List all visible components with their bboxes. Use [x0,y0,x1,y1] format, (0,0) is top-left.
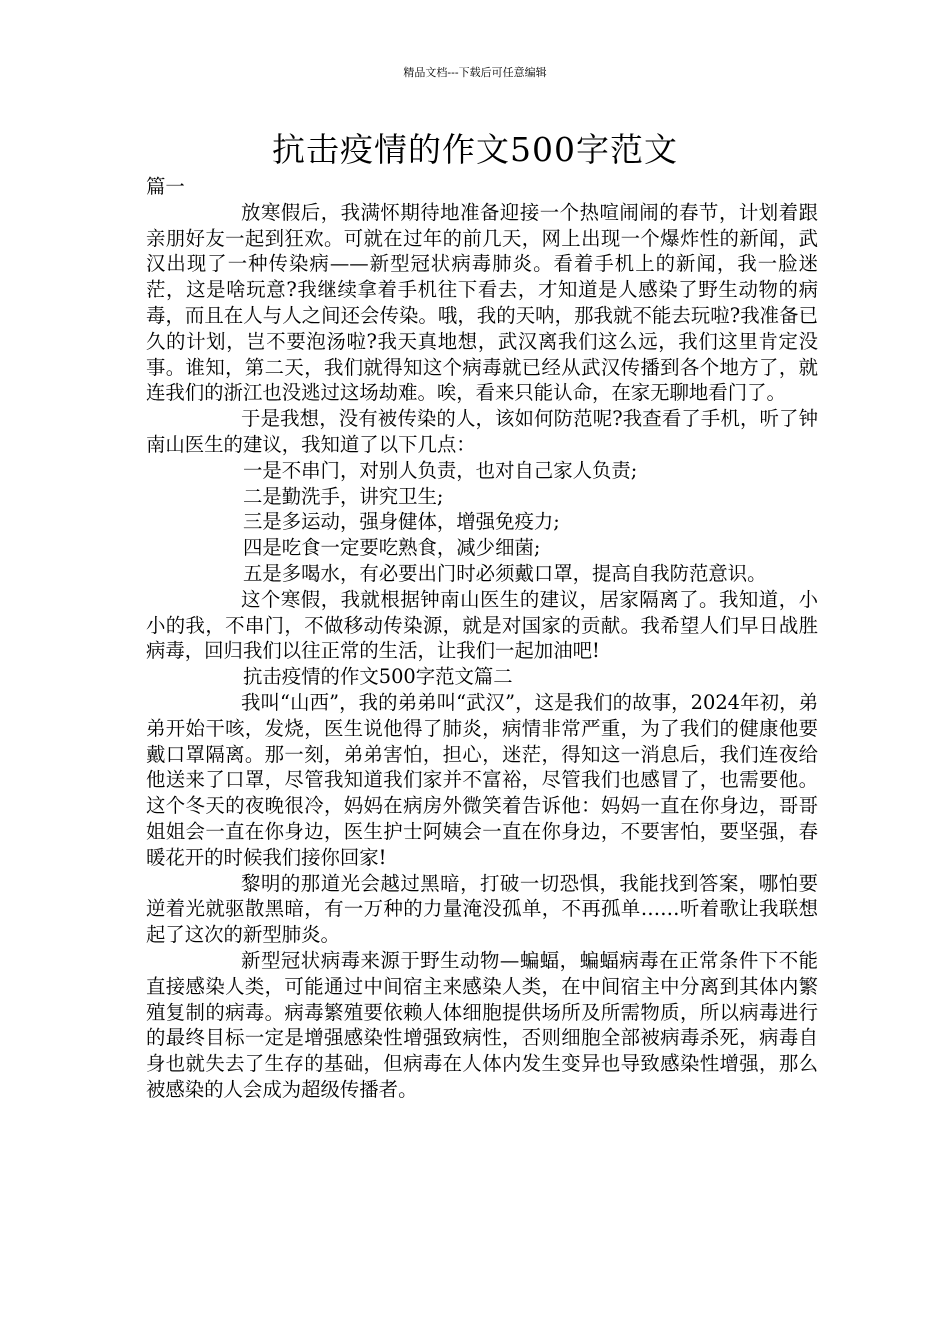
list-item: 四是吃食一定要吃熟食，减少细菌; [243,536,541,560]
page-header: 精品文档---下载后可任意编辑 [403,66,547,79]
paragraph: 这个寒假，我就根据钟南山医生的建议，居家隔离了。我知道，小小的我，不串门，不做移动传染源，就是对国家的贡献。我希望人们早日战胜病毒，回归我们以往正常的生活，让我们一起加油吧! [146,587,818,663]
paragraph: 于是我想，没有被传染的人，该如何防范呢?我查看了手机，听了钟南山医生的建议，我知道了以下几点： [146,407,818,456]
document-body [146,174,818,1103]
paragraph: 放寒假后，我满怀期待地准备迎接一个热喧闹闹的春节，计划着跟亲朋好友一起到狂欢。可就在过年的前几天，网上出现一个爆炸性的新闻，武汉出现了一种传染病——新型冠状病毒肺炎。看着手机上的新闻，我一脸迷茫，这是啥玩意?我继续拿着手机往下看去，才知道是人感染了野生动物的病毒，而且在人与人之间还会传染。哦，我的天呐，那我就不能去玩啦?我准备已久的计划，岂不要泡汤啦?我天真地想，武汉离我们这么远，我们这里肯定没事。谁知，第二天，我们就得知这个病毒就已经从武汉传播到各个地方了，就连我们的浙江也没逃过这场劫难。唉，看来只能认命，在家无聊地看门了。 [146,200,818,405]
section-label: 篇一 [146,175,185,198]
document-title: 抗击疫情的作文500字范文 [272,130,678,169]
paragraph: 新型冠状病毒来源于野生动物—蝙蝠，蝙蝠病毒在正常条件下不能直接感染人类，可能通过中间宿主来感染人类，在中间宿主中分离到其体内繁殖复制的病毒。病毒繁殖要依赖人体细胞提供场所及所需物质，所以病毒进行的最终目标一定是增强感染性增强致病性，否则细胞全部被病毒杀死，病毒自身也就失去了生存的基础，但病毒在人体内发生变异也导致感染性增强，那么被感染的人会成为超级传播者。 [146,948,818,1101]
list-item: 五是多喝水，有必要出门时必须戴口罩，提高自我防范意识。 [243,561,767,585]
list-item: 一是不串门，对别人负责，也对自己家人负责; [243,458,638,482]
paragraph: 黎明的那道光会越过黑暗，打破一切恐惧，我能找到答案，哪怕要逆着光就驱散黑暗，有一万种的力量淹没孤单，不再孤单……听着歌让我联想起了这次的新型肺炎。 [146,871,818,947]
list-item: 二是勤洗手，讲究卫生; [243,484,444,508]
list-item: 三是多运动，强身健体，增强免疫力; [243,510,560,534]
section-title: 抗击疫情的作文500字范文篇二 [243,665,513,689]
paragraph: 我叫“山西”，我的弟弟叫“武汉”，这是我们的故事，2024年初，弟弟开始干咳，发烧，医生说他得了肺炎，病情非常严重，为了我们的健康他要戴口罩隔离。那一刻，弟弟害怕，担心，迷茫，得知这一消息后，我们连夜给他送来了口罩，尽管我知道我们家并不富裕，尽管我们也感冒了，也需要他。这个冬天的夜晚很冷，妈妈在病房外微笑着告诉他：妈妈一直在你身边，哥哥姐姐会一直在你身边，医生护士阿姨会一直在你身边，不要害怕，要坚强，春暖花开的时候我们接你回家! [146,690,818,869]
